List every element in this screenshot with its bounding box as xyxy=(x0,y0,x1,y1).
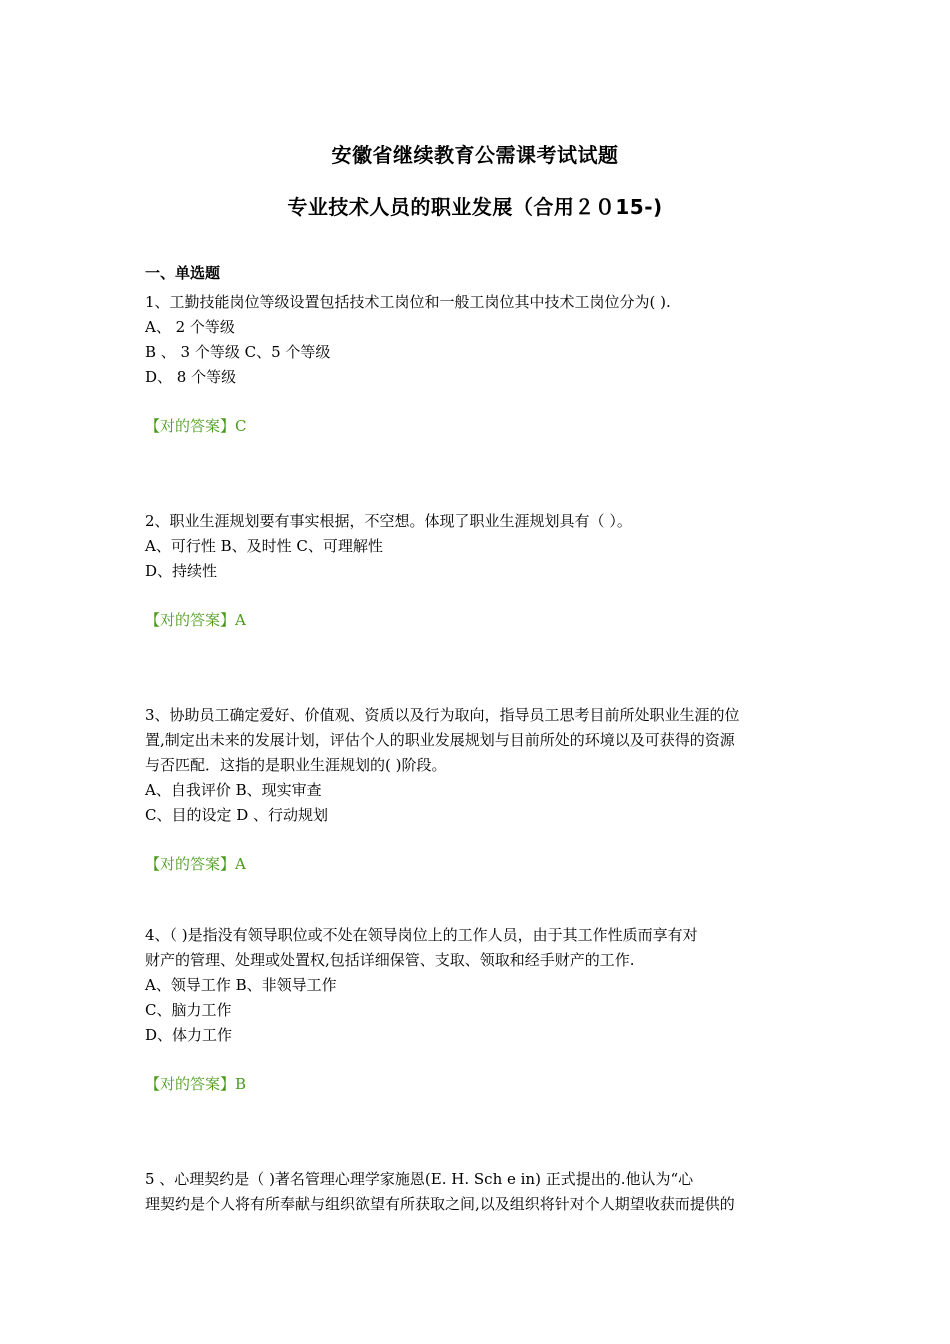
question-5-stem-line-1: 5 、心理契约是（ )著名管理心理学家施恩(E. H. Sch e in) 正式提出的.他认为“心 xyxy=(145,1170,694,1188)
question-3-stem-line-2: 置,制定出未来的发展计划，评估个人的职业发展规划与目前所处的环境以及可获得的资源 xyxy=(145,731,735,749)
section-heading: 一、单选题 xyxy=(145,264,221,282)
question-2-answer: 【对的答案】A xyxy=(145,611,246,629)
question-4-stem-line-1: 4、（ )是指没有领导职位或不处在领导岗位上的工作人员，由于其工作性质而享有对 xyxy=(145,926,698,944)
question-1-options-b-c: B 、 3 个等级 ﻿C、5 个等级 xyxy=(145,343,331,361)
question-2-options-a-c: A、可行性 ﻿B、及时性 ﻿C、可理解性 xyxy=(145,537,383,555)
document-title: 安徽省继续教育公需课考试试题 xyxy=(331,143,619,167)
question-4-answer: 【对的答案】B xyxy=(145,1075,247,1093)
document-subtitle: 专业技术人员的职业发展（合用２０15-) xyxy=(287,195,663,219)
question-3-answer: 【对的答案】A ﻿ xyxy=(145,855,251,873)
question-2-stem: 2、职业生涯规划要有事实根据，不空想。体现了职业生涯规划具有（ ）。 xyxy=(145,512,632,530)
question-2-option-d: D、持续性 xyxy=(145,562,218,580)
question-4-stem-line-2: 财产的管理、处理或处置权,包括详细保管、支取、领取和经手财产的工作. xyxy=(145,951,635,969)
question-1-answer: 【对的答案】C xyxy=(145,417,247,435)
question-3-options-c-d: C、目的设定 ﻿D 、行动规划 xyxy=(145,806,329,824)
question-3-stem-line-3: 与否匹配．这指的是职业生涯规划的( )阶段。 xyxy=(145,756,447,774)
question-3-stem-line-1: 3、协助员工确定爱好、价值观、资质以及行为取向，指导员工思考目前所处职业生涯的位 xyxy=(145,706,740,724)
question-4-option-d: D、体力工作 xyxy=(145,1026,233,1044)
question-1-stem: 1、工勤技能岗位等级设置包括技术工岗位和一般工岗位其中技术工岗位分为( ). xyxy=(145,293,671,311)
question-5-stem-line-2: 理契约是个人将有所奉献与组织欲望有所获取之间,以及组织将针对个人期望收获而提供的 xyxy=(145,1195,735,1213)
question-1-option-a: A、 2 个等级 xyxy=(145,318,235,336)
question-4-options-a-b: A、领导工作 ﻿B、非领导工作 xyxy=(145,976,337,994)
question-4-option-c: C、脑力工作 xyxy=(145,1001,232,1019)
question-3-options-a-b: A、自我评价 ﻿B、现实审查 xyxy=(145,781,322,799)
question-1-option-d: D、 8 个等级 xyxy=(145,368,237,386)
